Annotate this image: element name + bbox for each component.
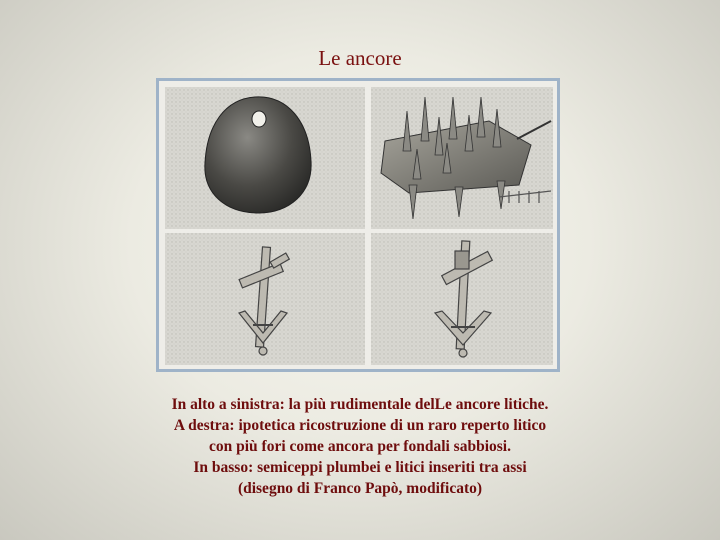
caption-line: In alto a sinistra: la più rudimentale delLe ancore litiche. bbox=[171, 396, 549, 413]
caption-line: In basso: semiceppi plumbei e litici inseriti tra assi bbox=[193, 459, 527, 476]
caption-line: (disegno di Franco Papò, modificato) bbox=[237, 480, 483, 497]
figure-caption bbox=[60, 394, 660, 499]
stone-anchor-drawing bbox=[205, 97, 311, 213]
caption-line: con più fori come ancora per fondali sabbiosi. bbox=[209, 438, 511, 455]
slide-title: Le ancore bbox=[318, 46, 402, 71]
caption-line: A destra: ipotetica ricostruzione di un raro reperto litico bbox=[173, 417, 547, 434]
anchors-drawing bbox=[159, 81, 557, 369]
anchors-illustration bbox=[156, 78, 560, 372]
